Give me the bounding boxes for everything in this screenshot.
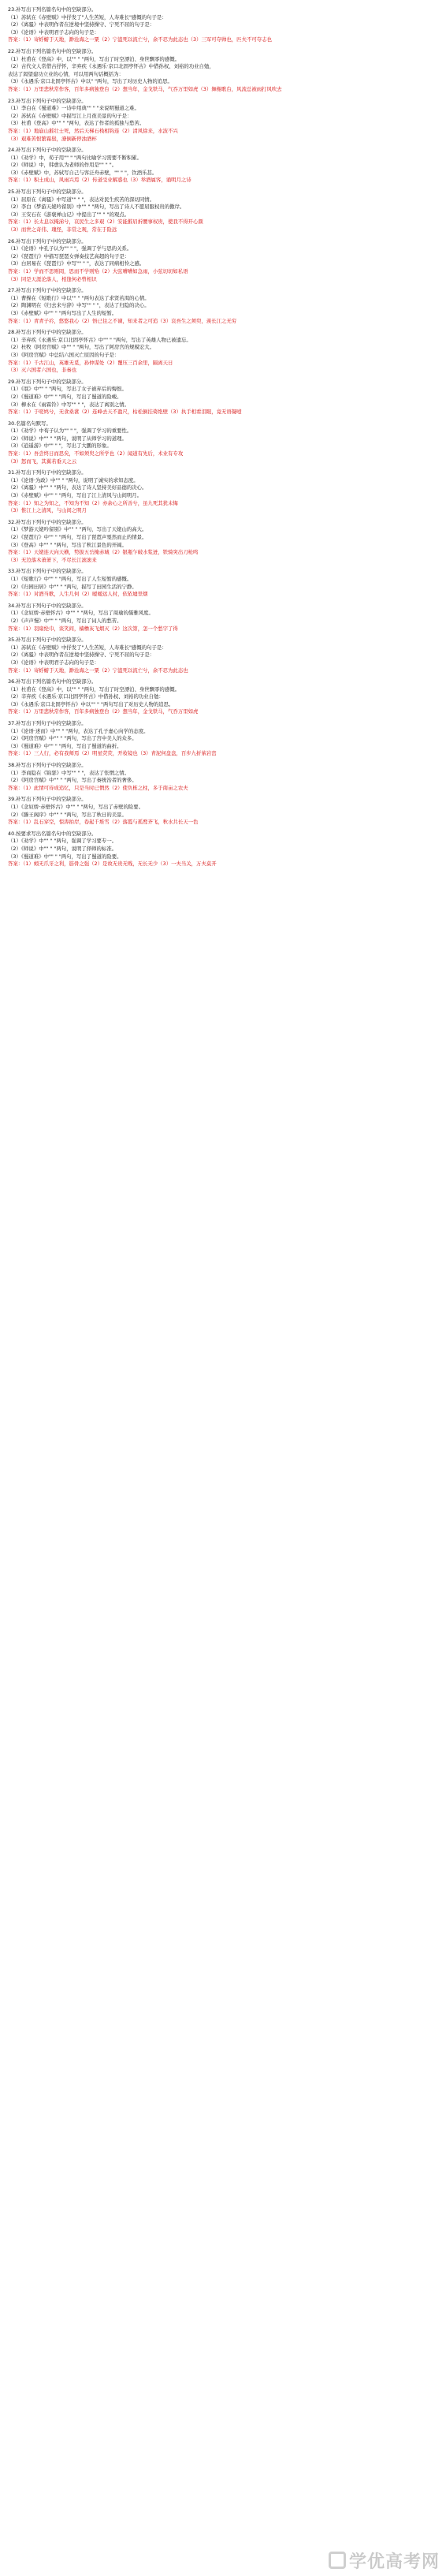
question-line: （3）王安石在《游褒禅山记》中提出了"" " "的观点。 [8, 211, 130, 218]
question-line: （3）《永遇乐·京口北固亭怀古》中以" "两句，写出了对历史人物的追思。 [8, 78, 173, 85]
question-line: （3）《赤壁赋》中"" " "两句写出了人生的短暂。 [8, 309, 117, 316]
watermark [321, 2548, 440, 2573]
question-block [8, 189, 438, 234]
question-block [8, 637, 438, 674]
question-line: （1）苏轼在《赤壁赋》中抒发了"人生苦短，人寿难长"感慨的句子是： [8, 13, 167, 21]
question-title: 22.补写出下列名篇名句中的空缺部分。 [8, 47, 97, 54]
question-title: 29.补写出下列句子中的空缺部分。 [8, 378, 87, 385]
question-line: （3）《赤壁赋》中"" " "两句，写出了江上清风与山间明月。 [8, 492, 143, 499]
question-line: （1）《论语》中孔子认为"" " "，强调了学与思的关系。 [8, 245, 132, 252]
answer-line: （3）无边落木萧萧下，不尽长江滚滚来 [8, 556, 97, 563]
question-line: （1）李商隐在《锦瑟》中写"" " "，表达了怅惘之情。 [8, 769, 130, 776]
answer-line: 答案：（1）寄蜉蝣于天地，渺沧海之一粟（2）宁溘死以流亡兮，余不忍为此态也（3）三军可夺帅也，匹夫不可夺志也 [8, 36, 272, 43]
question-line: （2）杜牧《阿房宫赋》中"" " "两句，写出了阿房宫的规模宏大。 [8, 344, 155, 351]
question-block [8, 6, 438, 44]
question-line: （1）《念奴娇·赤壁怀古》中"" " "两句，写出了周瑜的儒雅风度。 [8, 610, 154, 617]
question-line: （3）《蜀道难》中"" " "两句，写出了蜀道的险要。 [8, 853, 122, 860]
answer-line: 答案：（1）乱石穿空，惊涛拍岸，卷起千堆雪（2）落霞与孤鹜齐飞，秋水共长天一色 [8, 819, 199, 826]
question-block [8, 568, 438, 598]
question-line: （2）《离骚》中表明作者在逆境中坚持操守、宁死不屈的句子是： [8, 651, 155, 659]
question-line: （2）《滕王阁序》中"" " "两句，写出了秋日的美景。 [8, 811, 127, 818]
question-line: （2）《师说》中"" " "两句，说明了从师学习的道理。 [8, 435, 127, 442]
question-line: （1）《梦游天姥吟留别》中"" " "两句，写出了天姥山的高大。 [8, 526, 147, 533]
watermark-logo-icon [329, 2552, 346, 2569]
question-block [8, 678, 438, 716]
question-line: （2）《琵琶行》中"" " "两句，写出了琵琶声戛然而止的情景。 [8, 534, 147, 540]
question-line: （2）苏轼在《赤壁赋》中描写江上月夜美景的句子是： [8, 112, 132, 119]
question-block [8, 147, 438, 185]
question-title: 37.补写出下列句子中的空缺部分。 [8, 720, 87, 727]
question-block [8, 329, 438, 375]
question-title: 36.补写出下列名篇名句中的空缺部分。 [8, 678, 97, 685]
answer-line: 答案：（1）寄蜉蝣于天地，渺沧海之一粟（2）宁溘死以流亡兮，余不忍为此态也 [8, 666, 188, 674]
question-line: （2）古代文人常借古抒怀，辛弃疾《永遇乐·京口北固亭怀古》中借孙权、刘裕的功业自勉， [8, 63, 214, 70]
question-line: （1）《劝学》中"" " "两句，强调了学习要专一。 [8, 838, 117, 845]
question-line: （3）白居易在《琵琶行》中写"" " "，表达了同病相怜之感。 [8, 260, 145, 267]
question-title: 26.补写出下列句子中的空缺部分。 [8, 237, 87, 245]
question-line: （2）李白《梦游天姥吟留别》中"" " "两句，写出了诗人不愿屈服权贵的傲岸。 [8, 203, 185, 211]
question-line: （1）《氓》中"" " "两句，写出了女子被弃后的悔恨。 [8, 386, 127, 393]
question-line: （1）《念奴娇·赤壁怀古》中"" " "两句，写出了赤壁的险要。 [8, 804, 144, 810]
answer-line: （3）怒而飞，其翼若垂天之云 [8, 457, 77, 465]
answer-line: 答案：（1）此情可待成追忆，只是当时已惘然（2）使负栋之柱，多于南亩之农夫 [8, 784, 188, 791]
question-line: （2）《离骚》中"" " "两句，表达了诗人坚持美好品德的决心。 [8, 484, 147, 491]
question-line: （2）《阿房宫赋》中"" " "两句，写出了秦统治者的奢侈。 [8, 777, 137, 784]
question-line: （2）《离骚》中表明作者在逆境中坚持操守、宁死不屈的句子是： [8, 21, 155, 28]
watermark-text: 学优高考网 [348, 2552, 440, 2572]
question-block [8, 379, 438, 416]
answer-line: 答案：（1）青青子衿，悠悠我心（2）悟已往之不谏，知来者之可追（3）哀吾生之须臾，羡长江之无穷 [8, 317, 237, 324]
question-line: （1）杜甫在《登高》中，以"" " "两句，写出了时空漂泊、身世飘零的感慨。 [8, 685, 180, 693]
question-line: （3）《论语》中表明君子志向的句子是： [8, 28, 99, 35]
answer-line: 答案：（1）蚓无爪牙之利，筋骨之强（2）是故无贵无贱，无长无少（3）一夫当关，万夫莫开 [8, 861, 217, 868]
question-title: 30.名篇名句默写。 [8, 420, 51, 427]
question-line: （3）《赤壁赋》中，苏轼写自己与客泛舟赤壁，"" " "，饮酒乐甚。 [8, 169, 158, 176]
question-block [8, 420, 438, 466]
question-line: （3）《登高》中"" " "两句，写出了秋江景色的开阔。 [8, 541, 127, 548]
answer-line: 答案：（1）地崩山摧壮士死，然后天梯石栈相钩连（2）清风徐来，水波不兴 [8, 127, 178, 134]
question-title: 28.补写出下列句子中的空缺部分。 [8, 329, 87, 336]
question-line: （1）《论语·述而》中"" " "两句，表达了孔子虚心向学的态度。 [8, 727, 149, 734]
answer-line: 答案：（1）天姥连天向天横，势拔五岳掩赤城（2）银瓶乍破水浆迸，铁骑突出刀枪鸣 [8, 549, 199, 556]
answer-line: （3）同是天涯沦落人，相逢何必曾相识 [8, 275, 97, 282]
question-title: 27.补写出下列句子中的空缺部分。 [8, 287, 87, 294]
question-line: （3）《永遇乐·京口北固亭怀古》中以"" " "两句写出了对历史人物的追思。 [8, 700, 174, 707]
question-block [8, 603, 438, 633]
question-line: （3）柳永在《雨霖铃》中写"" " "，表达了离别之情。 [8, 401, 130, 408]
question-line: （3）《蜀道难》中"" " "两句，写出了蜀道的曲折。 [8, 742, 122, 749]
question-block [8, 831, 438, 868]
question-line: （2）陶渊明在《归去来兮辞》中写"" " "，表达了归隐的决心。 [8, 302, 150, 309]
question-line: （1）辛弃疾《永遇乐·京口北固亭怀古》中"" " "两句，写出了英雄人物已被遗忘。 [8, 336, 191, 343]
question-line: （1）《劝学》中，荀子用"" " "两句比喻学习需要不断积累。 [8, 154, 143, 161]
question-line: （2）辛弃疾《永遇乐·京口北固亭怀古》中借孙权、刘裕的功业自勉： [8, 693, 164, 700]
question-line: （2）《蜀道难》中"" " "两句，写出了蜀道的险峻。 [8, 393, 122, 400]
answer-line: （3）艰难苦恨繁霜鬓，潦倒新停浊酒杯 [8, 135, 97, 142]
question-title: 23.补写出下列句子中的空缺部分。 [8, 97, 87, 104]
answer-line: 答案：（1）对酒当歌，人生几何（2）暧暧远人村，依依墟里烟 [8, 591, 148, 598]
answer-line: （3）灭六国者六国也，非秦也 [8, 367, 77, 374]
question-title: 40.按要求写出名篇名句中的空缺部分。 [8, 830, 97, 837]
question-line: （1）李白在《蜀道难》一诗中用典"" " "来说明蜀道之难。 [8, 105, 139, 112]
answer-line: 答案：（1）羽扇纶巾，谈笑间，樯橹灰飞烟灭（2）这次第，怎一个愁字了得 [8, 625, 178, 632]
question-title: 38.补写出下列句子中的空缺部分。 [8, 762, 87, 769]
answer-line: 答案：（1）三人行，必有我师焉（2）明星荧荧，开妆镜也（3）青泥何盘盘，百步九折萦岩峦 [8, 750, 217, 757]
question-line: 表达了渴望建功立业的心情，可以用两句话概括为： [8, 70, 124, 77]
question-block [8, 469, 438, 515]
question-block [8, 762, 438, 792]
answer-line: 答案：（1）千古江山，英雄无觅，孙仲谋处（2）覆压三百余里，隔离天日 [8, 359, 173, 366]
question-line: （3）《论语》中表明君子志向的句子是： [8, 659, 99, 666]
question-line: （2）《阿房宫赋》中"" " "两句，写出了宫中美人的众多。 [8, 735, 137, 742]
question-line: （1）苏轼在《赤壁赋》中抒发了"人生苦短，人寿难长"感慨的句子是： [8, 644, 167, 651]
question-block [8, 720, 438, 758]
answer-line: 答案：（1）学而不思则罔，思而不学则殆（2）大弦嘈嘈如急雨，小弦切切如私语 [8, 268, 188, 274]
answer-line: 答案：（1）知之为知之，不知为不知（2）亦余心之所善兮，虽九死其犹未悔 [8, 499, 178, 506]
question-line: （1）《劝学》中荀子认为"" " "，强调了学习的重要性。 [8, 427, 132, 435]
answer-line: 答案：（1）长太息以掩涕兮，哀民生之多艰（2）安能摧眉折腰事权贵，使我不得开心颜 [8, 218, 203, 226]
question-line: （2）《师说》中"" " "两句，说明了择师的标准。 [8, 845, 117, 852]
answer-line: 答案：（1）积土成山，风雨兴焉（2）传道受业解惑也（3）举酒属客，诵明月之诗 [8, 177, 191, 184]
question-title: 23.补写出下列名篇名句中的空缺部分。 [8, 6, 97, 13]
answer-line: 答案：（1）吾尝终日而思矣，不如须臾之所学也（2）闻道有先后，术业有专攻 [8, 450, 184, 457]
question-line: （3）《逍遥游》中"" " "，写出了大鹏的形象。 [8, 442, 112, 450]
answer-line: 答案：（1）万里悲秋常作客，百年多病独登台（2）想当年，金戈铁马，气吞万里如虎 [8, 708, 199, 715]
question-line: （2）《琵琶行》中描写琵琶女弹奏技艺高超的句子是： [8, 252, 130, 259]
question-title: 33.补写出下列句子中的空缺部分。 [8, 568, 87, 575]
question-title: 31.补写出下列句子中的空缺部分。 [8, 469, 87, 476]
question-line: （1）《短歌行》中"" " "两句，写出了人生短暂的感慨。 [8, 575, 132, 582]
question-line: （2）《声声慢》中"" " "两句，写出了词人的愁苦。 [8, 617, 122, 624]
answer-line: 答案：（1）万里悲秋常作客，百年多病独登台（2）想当年，金戈铁马，气吞万里如虎（3）舞榭歌台，风流总被雨打风吹去 [8, 85, 282, 92]
question-line: （2）《归园田居》中"" " "两句，描写了田园生活的宁静。 [8, 583, 137, 590]
question-title: 39.补写出下列句子中的空缺部分。 [8, 796, 87, 803]
question-line: （3）杜甫《登高》中"" " "两句，表达了作者的孤独与愁苦。 [8, 120, 145, 127]
question-title: 35.补写出下列句子中的空缺部分。 [8, 637, 87, 644]
question-line: （1）《论语·为政》中"" " "两句，说明了诚实的求知态度。 [8, 476, 139, 483]
question-title: 24.补写出下列句子中的空缺部分。 [8, 147, 87, 154]
answer-line: 答案：（1）于嗟鸠兮，无食桑葚（2）连峰去天不盈尺，枯松倒挂倚绝壁（3）执手相看泪眼，竟无语凝噎 [8, 409, 242, 416]
question-block [8, 98, 438, 144]
question-block [8, 238, 438, 284]
question-line: （1）杜甫在《登高》中，以"" " "两句，写出了时空漂泊、身世飘零的感慨。 [8, 55, 180, 62]
question-title: 25.补写出下列句子中的空缺部分。 [8, 189, 87, 196]
question-block [8, 287, 438, 325]
answer-line: （3）惟江上之清风，与山间之明月 [8, 507, 87, 514]
question-title: 32.补写出下列句子中的空缺部分。 [8, 518, 87, 525]
question-title: 34.补写出下列句子中的空缺部分。 [8, 602, 87, 609]
question-line: （1）曹操在《短歌行》中以"" " "两句表达了求贤若渴的心情。 [8, 294, 150, 301]
answer-line: （3）而世之奇伟、瑰怪，非常之观，常在于险远 [8, 226, 117, 233]
question-line: （2）《师说》中，韩愈认为老师的作用是"" " "。 [8, 162, 117, 169]
question-block [8, 48, 438, 94]
question-block [8, 796, 438, 826]
question-line: （1）屈原在《离骚》中写道"" " "，表达对民生疾苦的深切同情。 [8, 196, 155, 203]
question-block [8, 519, 438, 565]
question-line: （3）《阿房宫赋》中总结六国灭亡原因的句子是： [8, 351, 120, 358]
